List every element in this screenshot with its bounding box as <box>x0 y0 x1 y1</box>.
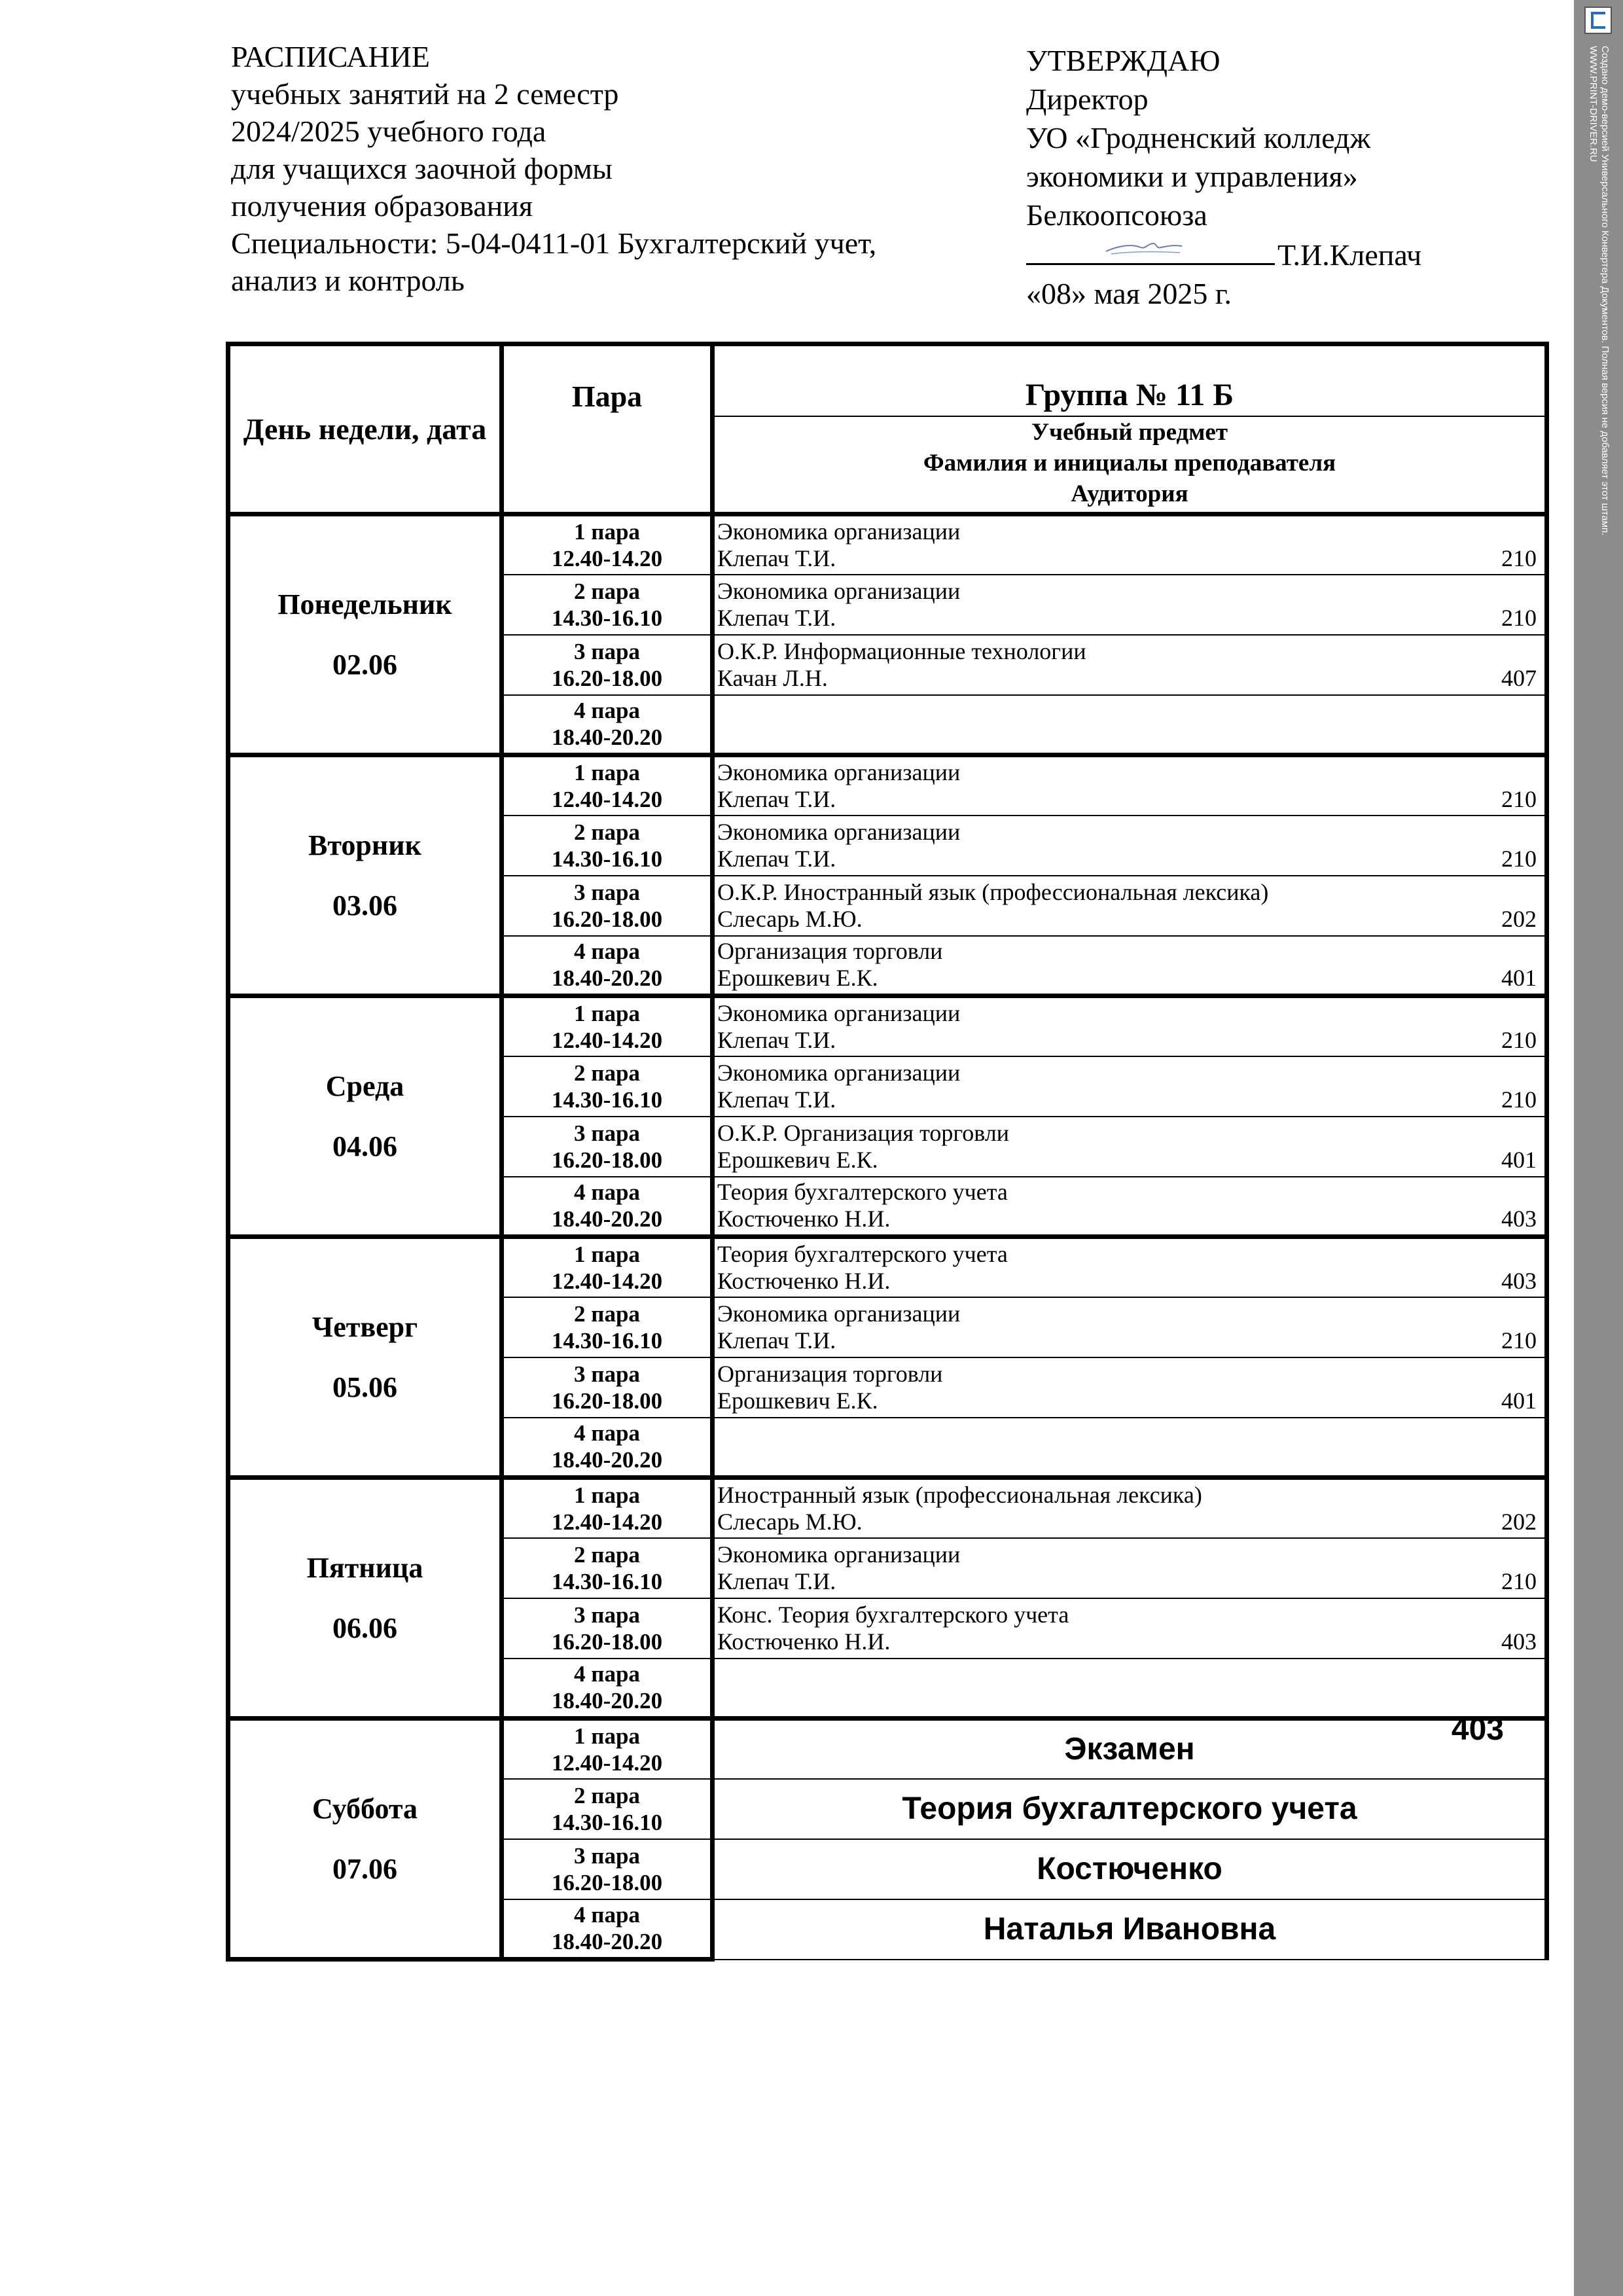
lesson-teacher: Клепач Т.И. <box>717 545 836 571</box>
lesson-cell <box>713 1177 1547 1237</box>
lesson-teacher-room <box>717 965 1537 992</box>
para-cell <box>502 1659 713 1719</box>
schedule-row <box>228 1839 1547 1899</box>
schedule-subtitle-line: получения образования <box>231 189 533 223</box>
lesson-room: 202 <box>1501 1508 1537 1535</box>
para-cell <box>502 1779 713 1839</box>
lesson-subject: О.К.Р. Информационные технологии <box>717 637 1086 664</box>
lesson-cell <box>713 876 1547 936</box>
day-cell <box>228 936 502 996</box>
day-name: Понедельник <box>277 588 452 620</box>
para-number: 1 пара <box>574 759 640 785</box>
lesson-cell <box>713 695 1547 755</box>
teacher-header-line: Фамилия и инициалы преподавателя <box>923 449 1336 476</box>
group-header: Группа № 11 Б <box>713 344 1547 416</box>
day-date: 05.06 <box>332 1371 397 1403</box>
lesson-subject: Конс. Теория бухгалтерского учета <box>717 1601 1069 1628</box>
signature-row <box>1026 234 1524 274</box>
lesson-teacher: Клепач Т.И. <box>717 785 836 812</box>
schedule-row <box>228 1297 1547 1357</box>
approval-line: Белкоопсоюза <box>1026 198 1207 232</box>
lesson-cell <box>713 755 1547 816</box>
approval-line: экономики и управления» <box>1026 160 1358 193</box>
schedule-subtitle-line: 2024/2025 учебного года <box>231 115 546 148</box>
para-number: 4 пара <box>574 1420 640 1446</box>
para-number: 2 пара <box>574 1060 640 1086</box>
day-date: 07.06 <box>332 1852 397 1885</box>
watermark-url: WWW.PRINT-DRIVER.RU <box>1588 46 1599 162</box>
lesson-teacher: Ерошкевич Е.К. <box>717 1146 878 1173</box>
lesson-teacher: Клепач Т.И. <box>717 1086 836 1113</box>
lesson-cell <box>713 1538 1547 1598</box>
para-cell <box>502 936 713 996</box>
lesson-teacher-room <box>717 846 1537 872</box>
para-time: 16.20-18.00 <box>551 1628 663 1655</box>
lesson-room: 210 <box>1501 1327 1537 1354</box>
lesson-teacher: Слесарь М.Ю. <box>717 905 863 932</box>
day-cell <box>228 1719 502 1779</box>
lesson-teacher-room <box>717 605 1537 632</box>
para-cell <box>502 1478 713 1538</box>
para-number: 2 пара <box>574 819 640 845</box>
day-cell <box>228 1478 502 1538</box>
lesson-cell <box>713 1659 1547 1719</box>
schedule-subtitle-line: учебных занятий на 2 семестр <box>231 77 619 111</box>
exam-cell <box>713 1899 1547 1960</box>
para-time: 12.40-14.20 <box>551 786 663 812</box>
lesson-subject: Теория бухгалтерского учета <box>717 1240 1008 1267</box>
para-number: 4 пара <box>574 1902 640 1928</box>
subject-header-line: Учебный предмет <box>1031 418 1228 446</box>
exam-detail: Теория бухгалтерского учета <box>902 1791 1357 1826</box>
lesson-teacher: Ерошкевич Е.К. <box>717 965 878 992</box>
para-time: 16.20-18.00 <box>551 665 663 691</box>
lesson-teacher: Клепач Т.И. <box>717 1568 836 1594</box>
para-time: 18.40-20.20 <box>551 725 663 751</box>
lesson-room: 401 <box>1501 965 1537 992</box>
lesson-cell <box>713 936 1547 996</box>
lesson-subject: Экономика организации <box>717 818 961 845</box>
para-cell <box>502 876 713 936</box>
lesson-cell <box>713 1418 1547 1478</box>
schedule-row <box>228 1418 1547 1478</box>
lesson-subject: Экономика организации <box>717 1300 961 1327</box>
lesson-room: 403 <box>1501 1628 1537 1655</box>
para-time: 14.30-16.10 <box>551 1327 663 1354</box>
lesson-room: 403 <box>1501 1267 1537 1294</box>
day-cell <box>228 1237 502 1297</box>
para-time: 12.40-14.20 <box>551 1509 663 1535</box>
room-header-line: Аудитория <box>1071 480 1188 507</box>
para-cell <box>502 755 713 816</box>
lesson-room: 210 <box>1501 545 1537 571</box>
schedule-row <box>228 1237 1547 1297</box>
schedule-title: РАСПИСАНИЕ <box>231 40 430 73</box>
para-cell <box>502 1117 713 1177</box>
lesson-subject: Иностранный язык (профессиональная лексика) <box>717 1481 1202 1508</box>
exam-cell <box>713 1839 1547 1899</box>
day-cell <box>228 876 502 936</box>
lesson-cell <box>713 1117 1547 1177</box>
para-number: 4 пара <box>574 698 640 724</box>
lesson-teacher: Костюченко Н.И. <box>717 1628 891 1655</box>
para-time: 12.40-14.20 <box>551 1749 663 1776</box>
schedule-row <box>228 695 1547 755</box>
day-cell <box>228 1598 502 1659</box>
approval-block <box>1026 41 1524 313</box>
schedule-row <box>228 514 1547 575</box>
exam-cell <box>713 1712 1547 1779</box>
lesson-teacher-room <box>717 1147 1537 1174</box>
para-number: 2 пара <box>574 1300 640 1327</box>
day-cell <box>228 1538 502 1598</box>
lesson-teacher: Костюченко Н.И. <box>717 1206 891 1232</box>
para-time: 14.30-16.10 <box>551 1086 663 1113</box>
lesson-cell <box>713 1478 1547 1538</box>
day-cell <box>228 1839 502 1899</box>
para-cell <box>502 1538 713 1598</box>
lesson-teacher: Клепач Т.И. <box>717 1026 836 1053</box>
exam-cell <box>713 1779 1547 1839</box>
para-number: 1 пара <box>574 1482 640 1508</box>
para-time: 14.30-16.10 <box>551 1568 663 1594</box>
schedule-row <box>228 816 1547 876</box>
para-number: 3 пара <box>574 638 640 664</box>
day-date: 04.06 <box>332 1130 397 1162</box>
lesson-cell <box>713 816 1547 876</box>
para-cell <box>502 1418 713 1478</box>
lesson-subject: Экономика организации <box>717 999 961 1026</box>
para-cell <box>502 1297 713 1357</box>
watermark-text <box>1587 46 1611 535</box>
schedule-row <box>228 1117 1547 1177</box>
para-time: 16.20-18.00 <box>551 1388 663 1414</box>
day-cell <box>228 996 502 1056</box>
exam-label: Экзамен <box>1064 1732 1195 1767</box>
approval-line: Директор <box>1026 82 1149 116</box>
signature-name: Т.И.Клепач <box>1277 238 1422 272</box>
schedule-body <box>228 514 1547 1960</box>
para-cell <box>502 996 713 1056</box>
lesson-subject: Экономика организации <box>717 759 961 785</box>
handwritten-signature-icon <box>1105 234 1183 260</box>
para-cell <box>502 1839 713 1899</box>
lesson-cell <box>713 1237 1547 1297</box>
para-number: 1 пара <box>574 518 640 545</box>
exam-room: 403 <box>1451 1712 1504 1748</box>
para-cell <box>502 816 713 876</box>
lesson-teacher: Клепач Т.И. <box>717 604 836 631</box>
lesson-cell <box>713 1598 1547 1659</box>
lesson-subject: Организация торговли <box>717 938 943 965</box>
day-date: 03.06 <box>332 889 397 922</box>
day-date: 06.06 <box>332 1611 397 1644</box>
schedule-row <box>228 1538 1547 1598</box>
schedule-row <box>228 755 1547 816</box>
day-cell <box>228 695 502 755</box>
para-cell <box>502 695 713 755</box>
lesson-room: 210 <box>1501 785 1537 812</box>
para-number: 2 пара <box>574 1541 640 1568</box>
lesson-room: 210 <box>1501 604 1537 631</box>
lesson-cell <box>713 1357 1547 1418</box>
para-number: 4 пара <box>574 939 640 965</box>
lesson-teacher-room <box>717 1086 1537 1113</box>
para-number: 1 пара <box>574 1723 640 1749</box>
para-number: 3 пара <box>574 1361 640 1387</box>
day-cell <box>228 635 502 695</box>
day-cell <box>228 1659 502 1719</box>
lesson-teacher: Ерошкевич Е.К. <box>717 1387 878 1414</box>
para-number: 1 пара <box>574 1241 640 1267</box>
schedule-row <box>228 1357 1547 1418</box>
para-cell <box>502 635 713 695</box>
lesson-cell <box>713 996 1547 1056</box>
signature-line <box>1026 234 1275 265</box>
para-number: 2 пара <box>574 1782 640 1808</box>
lesson-teacher: Клепач Т.И. <box>717 1327 836 1354</box>
para-cell <box>502 1177 713 1237</box>
day-cell <box>228 1117 502 1177</box>
para-number: 3 пара <box>574 1120 640 1146</box>
lesson-teacher: Клепач Т.И. <box>717 845 836 872</box>
para-time: 18.40-20.20 <box>551 1206 663 1232</box>
day-name: Среда <box>325 1069 404 1102</box>
column-header-para: Пара <box>502 344 713 514</box>
exam-detail: Костюченко <box>1037 1852 1222 1886</box>
approval-line: УО «Гродненский колледж <box>1026 121 1371 154</box>
lesson-room: 401 <box>1501 1387 1537 1414</box>
subject-column-header <box>713 416 1547 514</box>
para-time: 18.40-20.20 <box>551 1447 663 1473</box>
approval-title: УТВЕРЖДАЮ <box>1026 44 1221 77</box>
schedule-row <box>228 1177 1547 1237</box>
para-time: 12.40-14.20 <box>551 1268 663 1294</box>
day-cell <box>228 1297 502 1357</box>
day-date: 02.06 <box>332 648 397 681</box>
lesson-room: 202 <box>1501 905 1537 932</box>
lesson-subject: Экономика организации <box>717 1059 961 1086</box>
lesson-subject: Организация торговли <box>717 1360 943 1387</box>
para-cell <box>502 1598 713 1659</box>
day-cell <box>228 1418 502 1478</box>
lesson-room: 210 <box>1501 1086 1537 1113</box>
day-cell <box>228 575 502 635</box>
specialty-line: анализ и контроль <box>231 264 465 297</box>
para-time: 18.40-20.20 <box>551 965 663 992</box>
lesson-room: 210 <box>1501 1568 1537 1594</box>
para-number: 2 пара <box>574 578 640 604</box>
lesson-teacher-room <box>717 1388 1537 1414</box>
para-cell <box>502 575 713 635</box>
lesson-subject: Экономика организации <box>717 1541 961 1568</box>
lesson-teacher: Костюченко Н.И. <box>717 1267 891 1294</box>
para-time: 12.40-14.20 <box>551 1027 663 1053</box>
schedule-row <box>228 1719 1547 1779</box>
schedule-row <box>228 1899 1547 1960</box>
lesson-teacher-room <box>717 545 1537 572</box>
para-cell <box>502 1237 713 1297</box>
lesson-room: 403 <box>1501 1206 1537 1232</box>
lesson-teacher-room <box>717 1628 1537 1655</box>
day-name: Вторник <box>308 829 421 861</box>
lesson-cell <box>713 1297 1547 1357</box>
para-time: 14.30-16.10 <box>551 1809 663 1835</box>
lesson-teacher-room <box>717 906 1537 933</box>
lesson-teacher-room <box>717 1268 1537 1295</box>
lesson-room: 407 <box>1501 664 1537 691</box>
para-time: 14.30-16.10 <box>551 846 663 872</box>
day-name: Пятница <box>306 1551 423 1584</box>
para-time: 14.30-16.10 <box>551 605 663 631</box>
lesson-teacher-room <box>717 1206 1537 1232</box>
exam-heading <box>715 1712 1544 1767</box>
schedule-row <box>228 1598 1547 1659</box>
day-name: Четверг <box>312 1310 418 1343</box>
para-number: 3 пара <box>574 879 640 905</box>
lesson-subject: Экономика организации <box>717 518 961 545</box>
schedule-row <box>228 996 1547 1056</box>
day-cell <box>228 1357 502 1418</box>
para-time: 16.20-18.00 <box>551 906 663 932</box>
lesson-teacher: Слесарь М.Ю. <box>717 1508 863 1535</box>
lesson-teacher-room <box>717 1027 1537 1054</box>
schedule-table <box>226 342 1549 1962</box>
schedule-subtitle-line: для учащихся заочной формы <box>231 152 613 185</box>
lesson-teacher: Качан Л.Н. <box>717 664 828 691</box>
para-number: 4 пара <box>574 1179 640 1206</box>
lesson-teacher-room <box>717 665 1537 692</box>
day-cell <box>228 514 502 575</box>
para-time: 16.20-18.00 <box>551 1869 663 1895</box>
schedule-row <box>228 876 1547 936</box>
para-time: 18.40-20.20 <box>551 1929 663 1955</box>
watermark-line: Создано демо-версией Универсального Конвертера Документов. Полная версия не добавляет этот штамп. <box>1599 46 1611 536</box>
lesson-room: 210 <box>1501 845 1537 872</box>
para-number: 3 пара <box>574 1842 640 1869</box>
day-cell <box>228 755 502 816</box>
schedule-row <box>228 936 1547 996</box>
day-cell <box>228 1056 502 1117</box>
day-cell <box>228 816 502 876</box>
para-number: 4 пара <box>574 1661 640 1687</box>
converter-logo-icon <box>1584 7 1612 34</box>
lesson-teacher-room <box>717 1568 1537 1595</box>
lesson-teacher-room <box>717 1327 1537 1354</box>
lesson-subject: Экономика организации <box>717 577 961 604</box>
day-cell <box>228 1177 502 1237</box>
schedule-title-block <box>231 38 984 299</box>
converter-watermark-strip <box>1574 0 1623 2296</box>
lesson-teacher-room <box>717 786 1537 813</box>
para-cell <box>502 514 713 575</box>
approval-date: «08» мая 2025 г. <box>1026 277 1232 310</box>
lesson-cell <box>713 635 1547 695</box>
exam-detail: Наталья Ивановна <box>983 1912 1276 1946</box>
schedule-row <box>228 1478 1547 1538</box>
column-header-day: День недели, дата <box>228 344 502 514</box>
para-cell <box>502 1899 713 1960</box>
schedule-row <box>228 1779 1547 1839</box>
specialty-line: Специальности: 5-04-0411-01 Бухгалтерский учет, <box>231 226 877 260</box>
schedule-row <box>228 575 1547 635</box>
schedule-row <box>228 1056 1547 1117</box>
para-cell <box>502 1357 713 1418</box>
day-name: Суббота <box>312 1792 418 1825</box>
para-number: 1 пара <box>574 1000 640 1026</box>
lesson-cell <box>713 575 1547 635</box>
para-number: 3 пара <box>574 1602 640 1628</box>
lesson-room: 401 <box>1501 1146 1537 1173</box>
lesson-cell <box>713 514 1547 575</box>
lesson-subject: О.К.Р. Организация торговли <box>717 1119 1009 1146</box>
day-cell <box>228 1779 502 1839</box>
para-time: 12.40-14.20 <box>551 545 663 571</box>
lesson-cell <box>713 1056 1547 1117</box>
schedule-row <box>228 1659 1547 1719</box>
para-cell <box>502 1056 713 1117</box>
schedule-row <box>228 635 1547 695</box>
lesson-room: 210 <box>1501 1026 1537 1053</box>
para-time: 18.40-20.20 <box>551 1688 663 1714</box>
day-cell <box>228 1899 502 1960</box>
para-cell <box>502 1719 713 1779</box>
lesson-subject: Теория бухгалтерского учета <box>717 1179 1008 1206</box>
lesson-subject: О.К.Р. Иностранный язык (профессиональная лексика) <box>717 878 1269 905</box>
lesson-teacher-room <box>717 1509 1537 1535</box>
para-time: 16.20-18.00 <box>551 1147 663 1173</box>
